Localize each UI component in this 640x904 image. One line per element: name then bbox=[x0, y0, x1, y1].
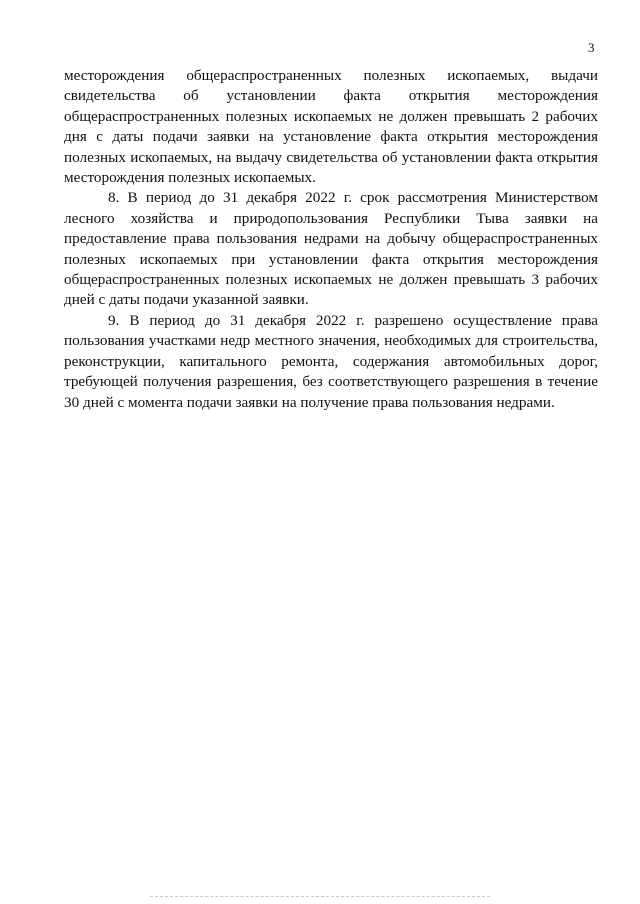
paragraph-continuation: месторождения общераспространенных полезных ископаемых, выдачи свидетельства об установлении факта открытия месторождения общераспространенных полезных ископаемых не должен превышать 2 рабочих дня с даты подачи заявки на установление факта открытия месторождения полезных ископаемых, на выдачу свидетельства об установлении факта открытия месторождения полезных ископаемых. bbox=[64, 67, 598, 187]
paragraph-item-8: 8. В период до 31 декабря 2022 г. срок рассмотрения Министерством лесного хозяйства и природопользования Республики Тыва заявки на предоставление права пользования недрами на добычу общераспространенных полезных ископаемых при установлении факта открытия месторождения общераспространенных полезных ископаемых не должен превышать 3 рабочих дней с даты подачи указанной заявки. bbox=[64, 189, 598, 309]
paragraph-item-9: 9. В период до 31 декабря 2022 г. разрешено осуществление права пользования участками недр местного значения, необходимых для строительства, реконструкции, капитального ремонта, содержания автомобильных дорог, требующей получения разрешения, без соответствующего разрешения в течение 30 дней с момента подачи заявки на получение права пользования недрами. bbox=[64, 311, 598, 411]
bottom-scan-line bbox=[150, 896, 490, 898]
page-number: 3 bbox=[588, 40, 595, 55]
document-body bbox=[64, 66, 598, 413]
